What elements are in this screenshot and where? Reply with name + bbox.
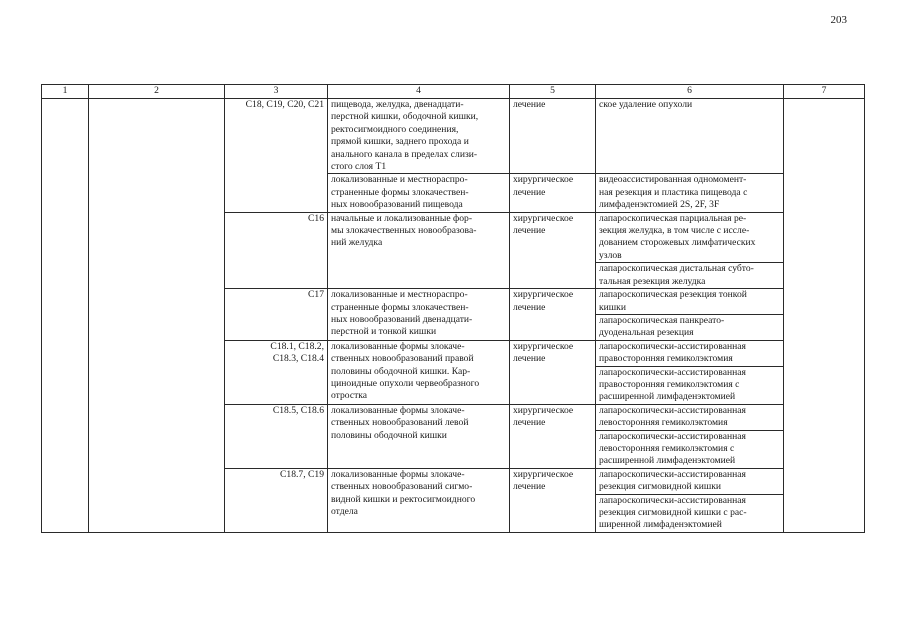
treatment-method: лапароскопически-ассистированная левосторонняя гемиколэктомия [599, 404, 746, 429]
icd-codes-cell [225, 289, 328, 341]
column-number: 3 [225, 85, 328, 99]
diagnosis-description: локализованные формы злокаче- ственных новообразований левой половины ободочной кишки [331, 404, 469, 441]
treatment-type-cell [510, 289, 596, 341]
diagnosis-cell [328, 289, 510, 341]
treatment-method: лапароскопическая панкреато- дуоденальная резекция [599, 314, 725, 339]
treatment-method-cell [596, 340, 784, 366]
treatment-type: хирургическое лечение [513, 212, 574, 237]
treatment-type: хирургическое лечение [513, 289, 574, 313]
treatment-method-cell [596, 468, 784, 494]
treatment-method-cell [596, 314, 784, 340]
diagnosis-description: локализованные и местнораспро- страненные формы злокачествен- ных новообразований двенадцати- перстной и тонкой кишки [331, 289, 473, 338]
column-2-cell [89, 99, 225, 533]
column-1-cell [42, 99, 89, 533]
column-number: 6 [596, 85, 784, 99]
icd-codes-cell [225, 212, 328, 288]
treatment-type: хирургическое лечение [513, 340, 574, 365]
treatment-type: хирургическое лечение [513, 174, 574, 198]
page-number: 203 [830, 14, 847, 26]
treatment-method-cell [596, 212, 784, 263]
treatment-method-cell [596, 99, 784, 174]
icd-codes: C16 [308, 212, 324, 224]
diagnosis-description: начальные и локализованные фор- мы злокачественных новообразова- ний желудка [331, 212, 477, 249]
diagnosis-description: локализованные формы злокаче- ственных новообразований сигмо- видной кишки и ректосигмоидного отдела [331, 468, 476, 517]
diagnosis-description: пищевода, желудка, двенадцати- перстной кишки, ободочной кишки, ректосигмоидного соединения, прямой кишки, заднего прохода и анального канала в пределах слизи- стого слоя T1 [331, 99, 479, 173]
treatment-method: лапароскопически-ассистированная резекция сигмовидной кишки [599, 468, 746, 493]
treatment-type: хирургическое лечение [513, 404, 574, 429]
diagnosis-cell [328, 212, 510, 288]
icd-codes: C18.7, C19 [280, 468, 324, 480]
medical-procedures-table [41, 84, 865, 533]
diagnosis-cell [328, 468, 510, 532]
column-7-cell [784, 99, 865, 533]
treatment-type-cell [510, 468, 596, 532]
icd-codes: C17 [308, 289, 324, 301]
treatment-method: лапароскопическая резекция тонкой кишки [599, 289, 747, 313]
treatment-method-cell [596, 404, 784, 430]
icd-codes: C18.1, C18.2, C18.3, C18.4 [270, 340, 324, 365]
column-number: 5 [510, 85, 596, 99]
column-number: 7 [784, 85, 865, 99]
treatment-method-cell [596, 174, 784, 212]
icd-codes-cell [225, 404, 328, 468]
treatment-type-cell [510, 212, 596, 288]
treatment-method: лапароскопически-ассистированная резекция сигмовидной кишки с рас- ширенной лимфаденэктомией [599, 494, 747, 531]
treatment-type-cell [510, 340, 596, 404]
treatment-type: хирургическое лечение [513, 468, 574, 493]
treatment-method-cell [596, 430, 784, 468]
treatment-method: лапароскопически-ассистированная левосторонняя гемиколэктомия с расширенной лимфаденэктомией [599, 430, 746, 467]
treatment-method: видеоассистированная одномомент- ная резекция и пластика пищевода с лимфаденэктомией 2S, 2F, 3F [599, 174, 748, 211]
treatment-type-cell [510, 99, 596, 174]
treatment-method-cell [596, 366, 784, 404]
diagnosis-description: локализованные формы злокаче- ственных новообразований правой половины ободочной кишки. Кар- циноидные опухоли червеобразного отростка [331, 340, 480, 402]
treatment-type-cell [510, 174, 596, 212]
column-number: 1 [42, 85, 89, 99]
treatment-method: ское удаление опухоли [599, 99, 693, 110]
diagnosis-cell [328, 174, 510, 212]
diagnosis-cell [328, 340, 510, 404]
treatment-method: лапароскопическая парциальная ре- зекция желудка, в том числе с иссле- дованием сторожевых лимфатических узлов [599, 212, 756, 261]
icd-codes: C18, C19, C20, C21 [245, 99, 324, 110]
treatment-method: лапароскопически-ассистированная правосторонняя гемиколэктомия [599, 340, 746, 365]
treatment-method-cell [596, 289, 784, 315]
icd-codes-cell [225, 468, 328, 532]
treatment-method-cell [596, 494, 784, 532]
icd-codes: C18.5, C18.6 [272, 404, 324, 416]
treatment-type-cell [510, 404, 596, 468]
diagnosis-description: локализованные и местнораспро- страненные формы злокачествен- ных новообразований пищевода [331, 174, 469, 211]
column-number: 4 [328, 85, 510, 99]
column-number: 2 [89, 85, 225, 99]
column-number-row [42, 85, 865, 99]
treatment-method: лапароскопическая дистальная субто- тальная резекция желудка [599, 263, 754, 287]
treatment-method-cell [596, 263, 784, 289]
diagnosis-cell [328, 99, 510, 174]
table-row [42, 99, 865, 174]
treatment-method: лапароскопически-ассистированная правосторонняя гемиколэктомия с расширенной лимфаденэктомией [599, 366, 746, 403]
diagnosis-cell [328, 404, 510, 468]
icd-codes-cell [225, 340, 328, 404]
icd-codes-cell [225, 99, 328, 213]
treatment-type: лечение [513, 99, 546, 110]
